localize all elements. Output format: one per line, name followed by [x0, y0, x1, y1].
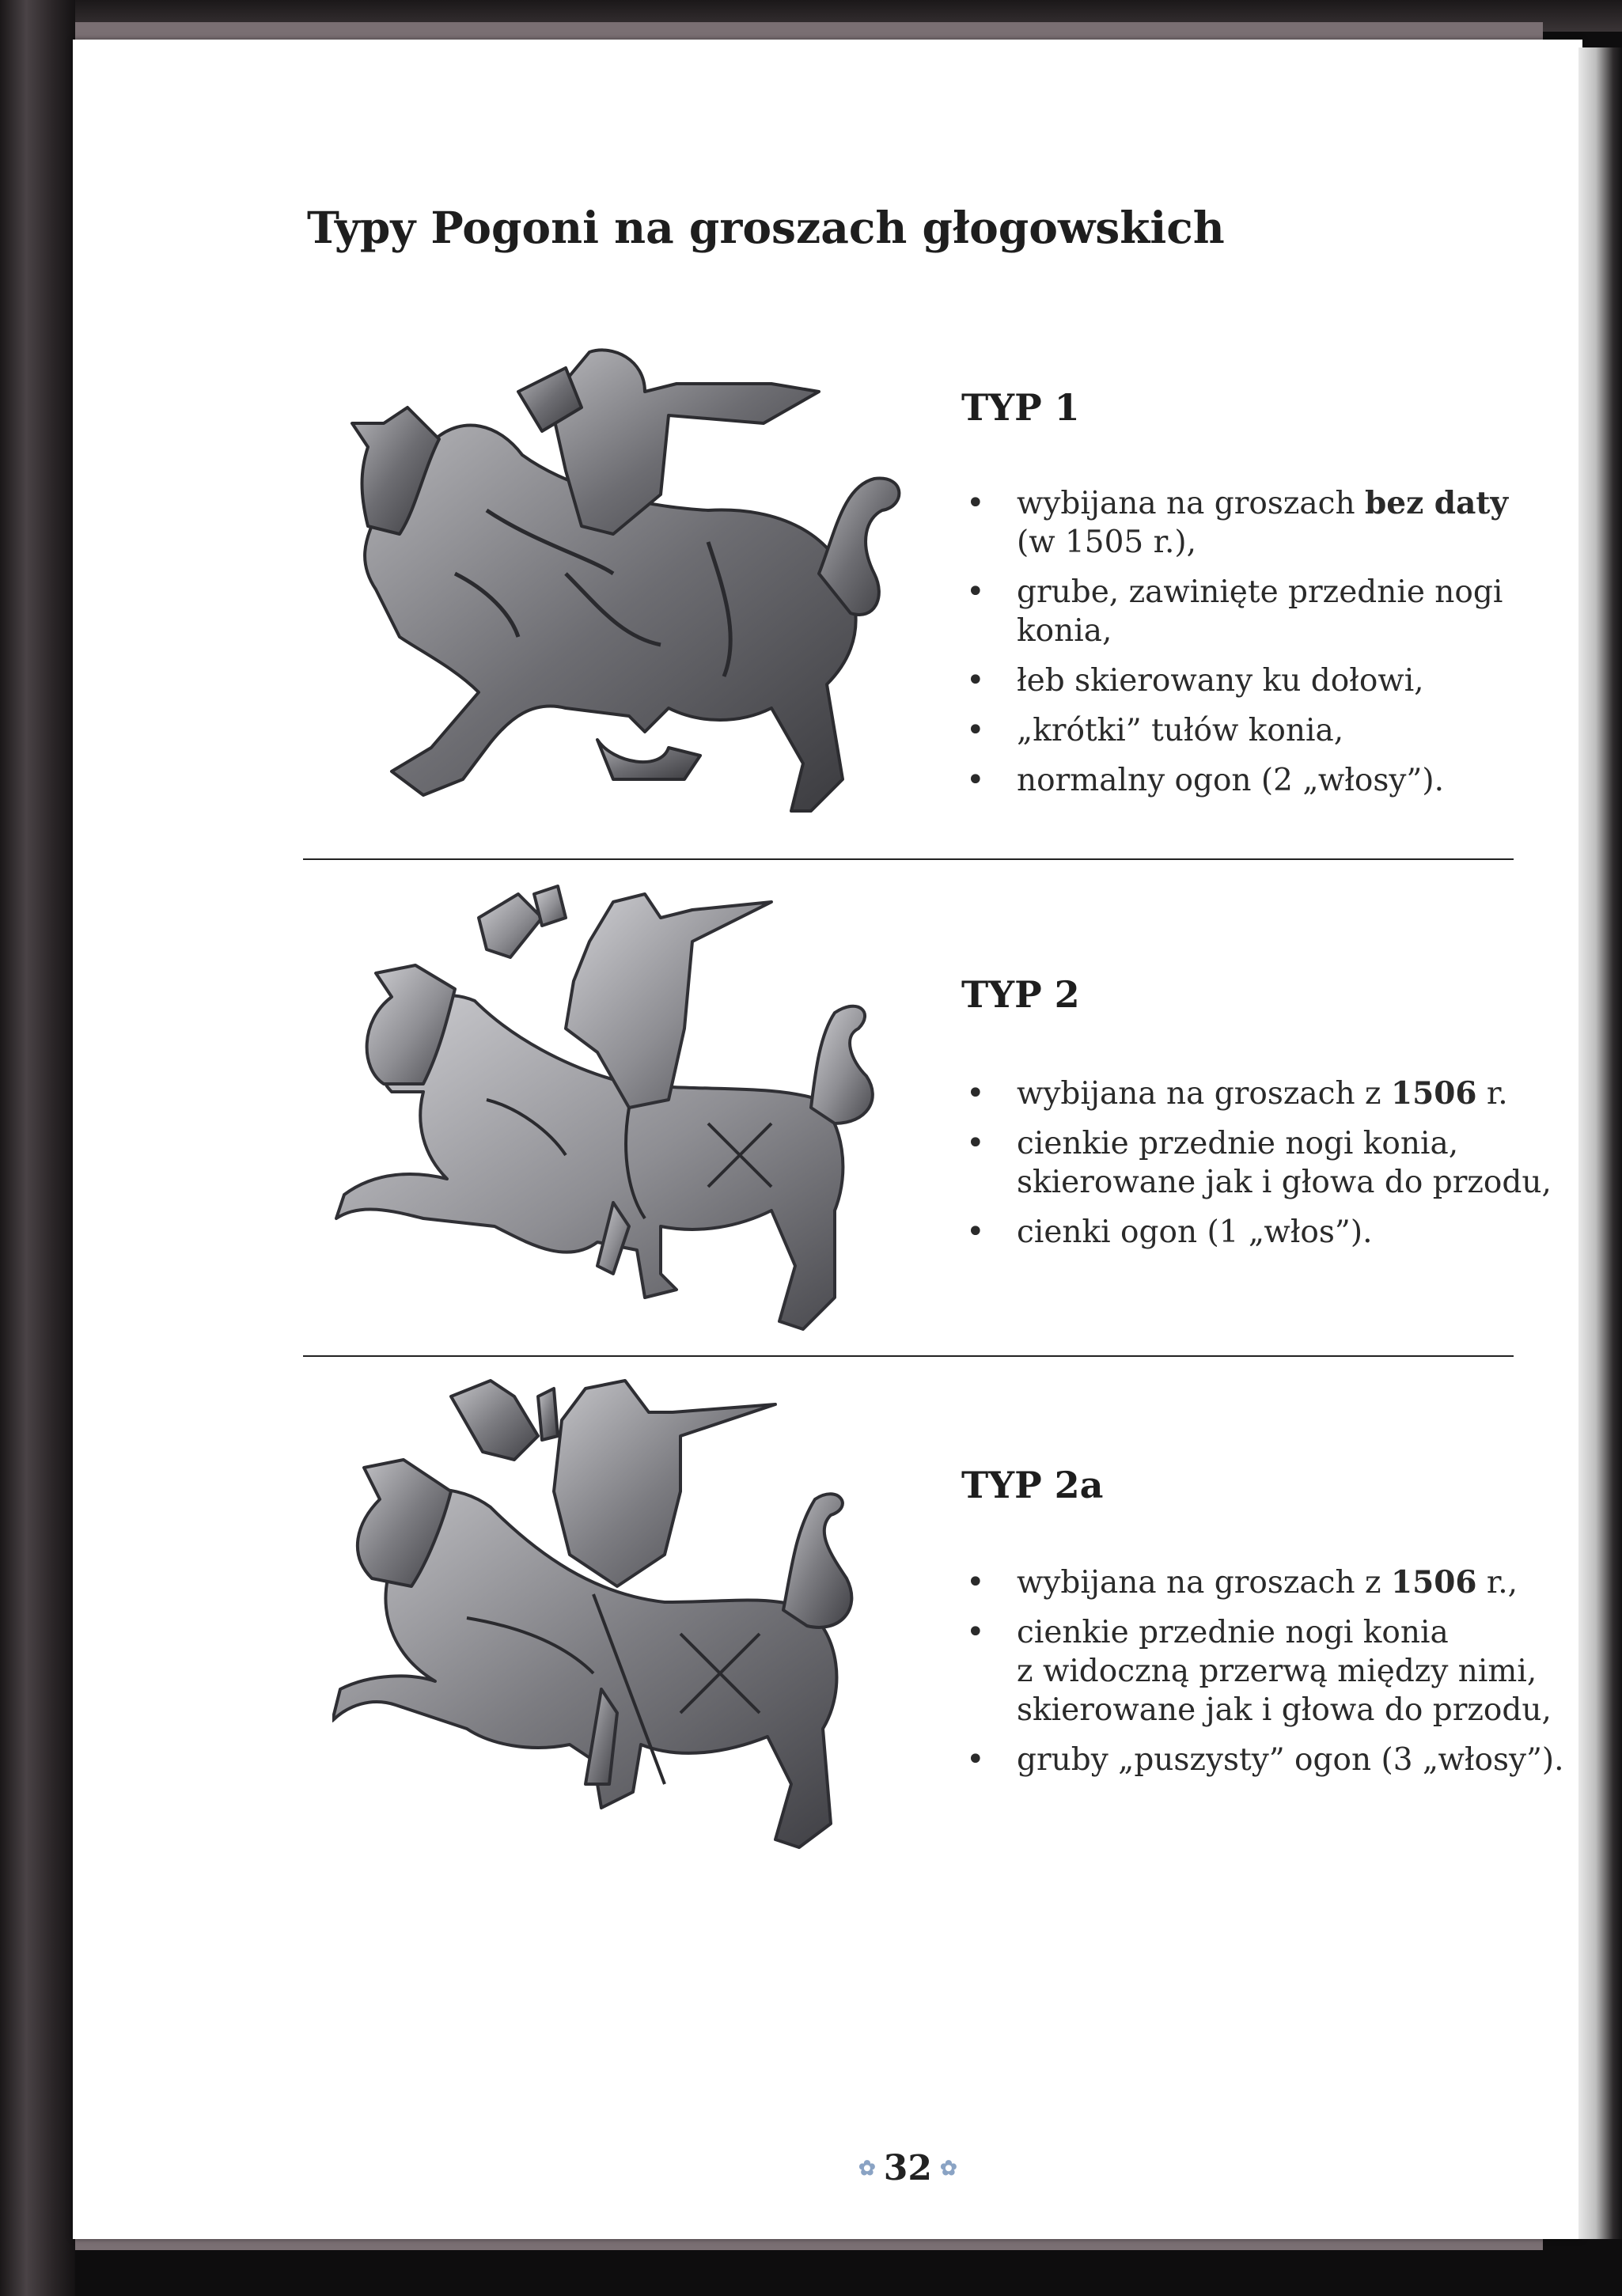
- list-item: • cienkie przednie nogi konia, skierowane jak i głowa do przodu,: [961, 1124, 1552, 1202]
- flower-ornament-icon: ✿: [858, 2156, 876, 2180]
- knight-horse-icon: [328, 336, 914, 843]
- section-divider: [303, 1355, 1514, 1357]
- page-number: [858, 2148, 957, 2188]
- section-divider: [303, 858, 1514, 860]
- type-2a-features: [961, 1563, 1564, 1790]
- type-2-heading: TYP 2: [961, 973, 1080, 1016]
- type-2-features: [961, 1074, 1552, 1263]
- list-item: • wybijana na groszach z 1506 r.: [961, 1074, 1552, 1113]
- flower-ornament-icon: ✿: [940, 2156, 957, 2180]
- page-title: Typy Pogoni na groszach głogowskich: [307, 202, 1225, 253]
- page-number-text: 32: [883, 2148, 933, 2188]
- list-item: • wybijana na groszach bez daty (w 1505 r.),: [961, 484, 1508, 562]
- knight-horse-icon: [332, 1373, 918, 1863]
- knight-horse-icon: [328, 870, 930, 1345]
- pogon-type-1-image: [328, 336, 914, 843]
- type-2a-heading: TYP 2a: [961, 1464, 1104, 1506]
- list-item: • normalny ogon (2 „włosy”).: [961, 761, 1508, 800]
- type-1-features: [961, 484, 1508, 811]
- page-edge-shadow: [1578, 47, 1622, 2239]
- pogon-type-2-image: [328, 870, 930, 1345]
- list-item: • cienkie przednie nogi konia z widoczną przerwą między nimi, skierowane jak i głowa do przodu,: [961, 1613, 1564, 1730]
- list-item: • cienki ogon (1 „włos”).: [961, 1213, 1552, 1252]
- list-item: • wybijana na groszach z 1506 r.,: [961, 1563, 1564, 1602]
- list-item: • łeb skierowany ku dołowi,: [961, 661, 1508, 700]
- list-item: • „krótki” tułów konia,: [961, 711, 1508, 750]
- pogon-type-2a-image: [332, 1373, 918, 1863]
- list-item: • gruby „puszysty” ogon (3 „włosy”).: [961, 1741, 1564, 1779]
- type-1-heading: TYP 1: [961, 386, 1080, 429]
- list-item: • grube, zawinięte przednie nogi konia,: [961, 573, 1508, 650]
- book-spine-shadow: [0, 0, 75, 2296]
